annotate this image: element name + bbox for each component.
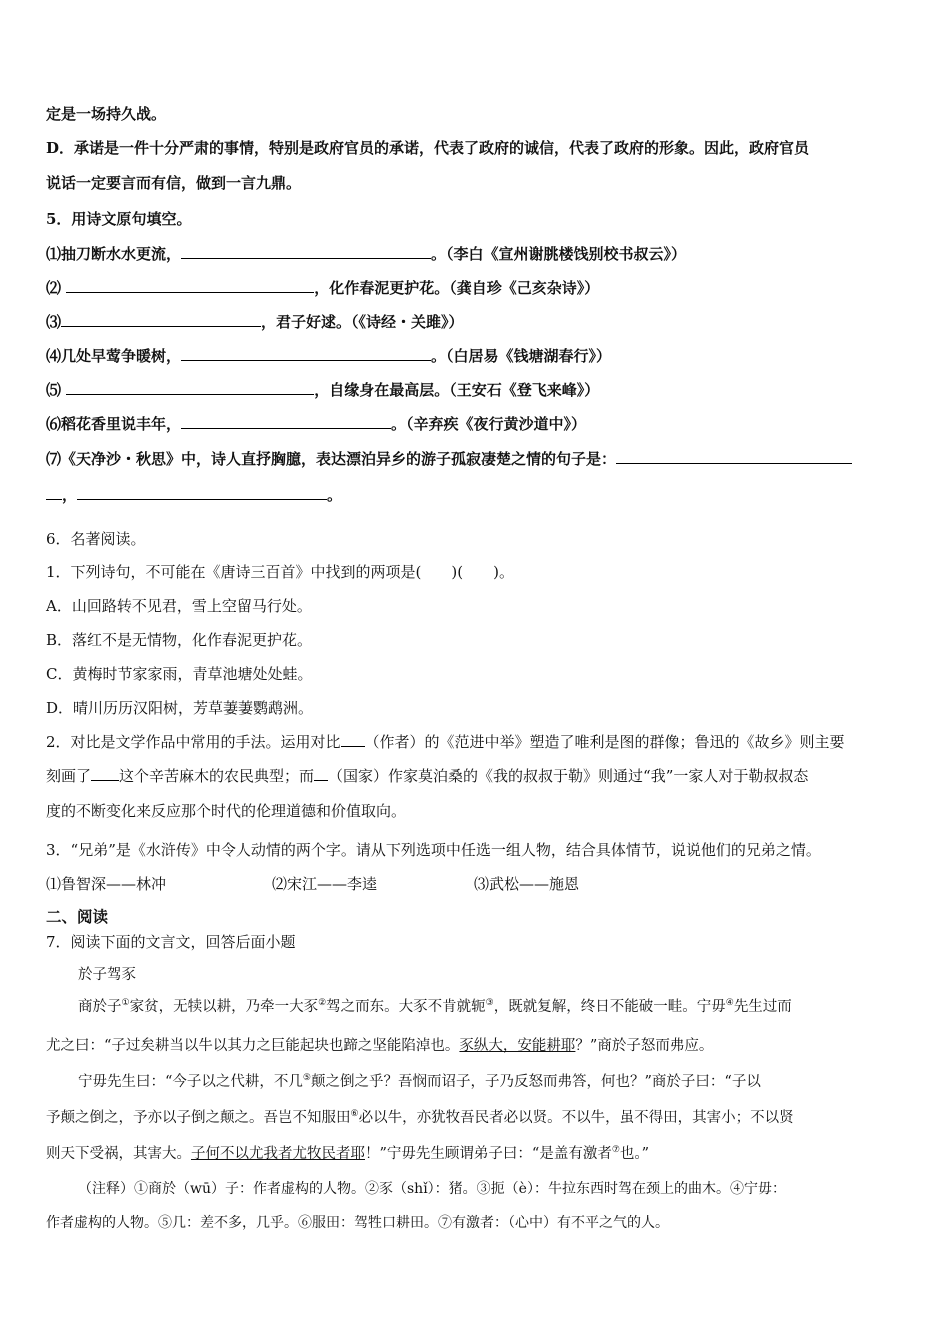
q5-item-5 [46,379,599,400]
q6-sub2-text-c: 刻画了 [46,767,92,785]
passage-p2-line3 [46,1142,649,1163]
passage-text: 颠之倒之乎？吾悯而诏子，子乃反怒而弗答，何也？”商於子曰：“子以 [311,1074,761,1090]
q6-option-c: C．黄梅时节家家雨，青草池塘处处蛙。 [46,665,313,683]
q6-sub2-line1 [46,731,845,752]
q6-sub2-text-e: （国家）作家莫泊桑的《我的叔叔于勒》则通过“我”一家人对于勒叔叔态 [328,767,809,785]
passage-text: ？”商於子怒而弗应。 [575,1038,714,1054]
q6-title: 6．名著阅读。 [46,530,146,548]
q5-item-6-blank[interactable] [181,414,391,429]
q5-item-3 [46,311,464,332]
q6-sub2-blank-author[interactable] [341,732,365,747]
q5-item-2 [46,277,599,298]
q5-item-2-blank[interactable] [66,278,314,293]
passage-text: 尤之曰：“子过矣耕当以牛以其力之巨能起块也蹄之坚能陷淖也。 [46,1038,460,1054]
annotation-line2: 作者虚构的人物。⑤几：差不多，几乎。⑥服田：驾牲口耕田。⑦有激者：（心中）有不平之气的人。 [46,1215,669,1231]
q5-item-7-post: 。 [327,486,343,504]
passage-text: ！”宁毋先生顾谓弟子曰：“是盖有激者 [365,1146,612,1162]
passage-p1-line1 [78,995,792,1016]
q5-item-7-blank-2[interactable] [77,485,327,500]
q5-item-4-blank[interactable] [181,346,431,361]
q5-item-4-post: 。（白居易《钱塘湖春行》） [431,347,612,365]
section-heading-reading: 二、阅读 [46,907,109,926]
q5-item-3-post: ，君子好逑。（《诗经・关雎》） [261,313,464,331]
q6-sub2-blank-country[interactable] [314,766,328,781]
q5-item-3-pre: ⑶ [46,313,62,331]
passage-text: 必以牛，亦犹牧吾民者必以贤。不以牛，虽不得田，其害小；不以贤 [358,1110,794,1126]
passage-text: 驾之而东。大豕不肯就轭 [326,999,486,1015]
q5-title: 5．用诗文原句填空。 [46,210,192,228]
q5-item-5-pre: ⑸ [46,381,67,399]
q5-item-1-pre: ⑴抽刀断水水更流， [46,245,182,263]
q5-item-7-blank-1[interactable] [616,449,852,464]
q5-item-1-post: 。（李白《宣州谢朓楼饯别校书叔云》） [431,245,687,263]
q5-item-2-post: ，化作春泥更护花。（龚自珍《己亥杂诗》） [314,279,600,297]
note-ref-7: ⑦ [611,1145,620,1156]
passage-p1-line2 [46,1034,713,1055]
passage-p2-line2 [46,1106,794,1127]
q5-item-1-blank[interactable] [181,244,431,259]
option-d-line2: 说话一定要言而有信，做到一言九鼎。 [46,174,302,192]
q6-sub2-blank-character[interactable] [91,766,119,781]
q5-item-3-blank[interactable] [61,312,261,327]
q5-item-2-pre: ⑵ [46,279,67,297]
q6-option-d: D．晴川历历汉阳树，芳草萋萋鹦鹉洲。 [46,699,314,717]
q6-option-a: A．山回路转不见君，雪上空留马行处。 [46,597,312,615]
q6-sub2-line3: 度的不断变化来反应那个时代的伦理道德和价值取向。 [46,802,407,820]
underlined-sentence-2: 子何不以尤我者尤牧民者耶 [191,1146,365,1162]
q6-sub2-line2 [46,765,808,786]
q5-item-6-pre: ⑹稻花香里说丰年， [46,415,182,433]
passage-text: 先生过而 [733,999,792,1015]
note-ref-2: ② [318,998,327,1009]
note-ref-3: ③ [485,998,494,1009]
underlined-sentence-1: 豕纵大，安能耕耶 [459,1038,576,1054]
q5-item-6 [46,413,586,434]
q7-prompt: 7．阅读下面的文言文，回答后面小题 [46,933,296,951]
q5-item-1 [46,243,686,264]
q5-item-7 [46,448,852,469]
passage-text: 也。” [619,1146,650,1162]
note-ref-6: ⑥ [350,1109,359,1120]
annotation-line1: （注释）①商於（wū）子：作者虚构的人物。②豕（shǐ）：猪。③扼（è）：牛拉东西时驾在颈上的曲木。④宁毋： [78,1181,786,1197]
passage-text: 宁毋先生曰：“今子以之代耕，不几 [78,1074,303,1090]
passage-text: 商於子 [78,999,122,1015]
passage-text: ，既就复解，终日不能破一畦。宁毋 [493,999,726,1015]
q5-item-4 [46,345,611,366]
note-ref-5: ⑤ [302,1073,311,1084]
q5-item-5-post: ，自缘身在最高层。（王安石《登飞来峰》） [314,381,600,399]
q5-item-7-cont [46,484,342,505]
q6-option-b: B．落红不是无情物，化作春泥更护花。 [46,631,313,649]
note-ref-4: ④ [725,998,734,1009]
q6-sub1: 1．下列诗句，不可能在《唐诗三百首》中找到的两项是( )( )。 [46,563,514,581]
q6-sub2-text-d: 这个辛苦麻木的农民典型；而 [119,767,315,785]
q6-pair-3: ⑶武松——施恩 [474,875,580,893]
passage-text: 则天下受祸，其害大。 [46,1146,191,1162]
q5-item-4-pre: ⑷几处早莺争暖树， [46,347,182,365]
q5-item-6-post: 。（辛弃疾《夜行黄沙道中》） [391,415,587,433]
q6-sub2-text-a: 2．对比是文学作品中常用的手法。运用对比 [46,733,341,751]
q5-item-5-blank[interactable] [66,380,314,395]
q5-item-7-pre: ⑺《天净沙・秋思》中，诗人直抒胸臆，表达漂泊异乡的游子孤寂凄楚之情的句子是： [46,450,617,468]
q6-pair-2: ⑵宋江——李逵 [272,875,378,893]
q6-sub2-text-b: （作者）的《范进中举》塑造了唯利是图的群像；鲁迅的《故乡》则主要 [364,733,845,751]
passage-text: 家贫，无犊以耕，乃牵一大豕 [129,999,319,1015]
option-d-line1: D．承诺是一件十分严肃的事情，特别是政府官员的承诺，代表了政府的诚信，代表了政府的形象。因此，政府官员 [46,139,810,157]
note-ref-1: ① [121,998,130,1009]
q5-item-7-mid: ， [62,486,78,504]
passage-title: 於子驾豕 [78,967,136,983]
q6-sub3: 3．“兄弟”是《水浒传》中令人动情的两个字。请从下列选项中任选一组人物，结合具体情节，说说他们的兄弟之情。 [46,841,821,859]
q6-pair-1: ⑴鲁智深——林冲 [46,875,167,893]
option-c-tail: 定是一场持久战。 [46,105,167,123]
q5-item-7-blank-1-cont[interactable] [46,485,62,500]
passage-text: 予颠之倒之，予亦以子倒之颠之。吾岂不知服田 [46,1110,351,1126]
passage-p2-line1 [78,1070,761,1091]
